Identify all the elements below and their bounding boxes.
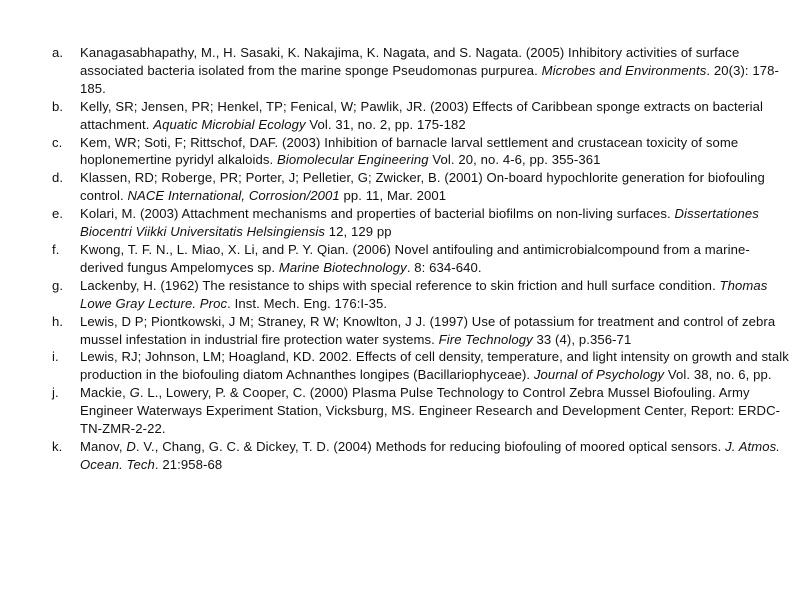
journal-title: Fire Technology [438,331,533,347]
reference-text-part: . L., Lowery, P. & Cooper, C. (2000) Plasma Pulse Technology to Control Zebra Mussel Biofouling. Army Engineer Waterways Experiment Station, Vicksburg, MS. Engineer Research and Development Center, Report: ERDC-TN-ZMR-2-22. [80,385,781,437]
reference-text-part: Klassen, RD; Roberge, PR; Porter, J; Pelletier, G; Zwicker, B. (2001) On-board hypochlorite generation for biofouling control. [80,170,765,204]
reference-text-part: . V., Chang, G. C. & Dickey, T. D. (2004) Methods for reducing biofouling of moored optical sensors. [135,438,726,454]
author-initial: D [126,438,136,454]
reference-text-part: . Inst. Mech. Eng. 176:I-35. [227,295,388,311]
reference-text [80,99,763,132]
reference-list [52,44,792,474]
reference-letter: f. [52,241,60,257]
reference-letter: c. [52,134,63,150]
journal-title: Marine Biotechnology [278,259,407,275]
reference-item [52,169,792,205]
reference-text [80,206,759,239]
reference-text-part: . 20(3): 178-185. [80,62,780,96]
reference-item [52,134,792,170]
reference-text-part: Lewis, D P; Piontkowski, J M; Straney, R W; Knowlton, J J. (1997) Use of potassium for treatment and control of zebra mussel infestation in industrial fire protection water systems. [80,313,776,347]
journal-title: Aquatic Microbial Ecology [153,116,306,132]
reference-item [52,44,792,98]
reference-text-part: Kanagasabhapathy, M., H. Sasaki, K. Nakajima, K. Nagata, and S. Nagata. (2005) Inhibitory activities of surface associated bacteria isolated from the marine sponge Pseudomonas purpurea. [80,45,740,78]
journal-title: Biomolecular Engineering [277,152,429,168]
reference-text-part: Kelly, SR; Jensen, PR; Henkel, TP; Fenical, W; Pawlik, JR. (2003) Effects of Caribbean sponge extracts on bacterial attachment. [80,98,763,132]
reference-letter: k. [52,438,63,454]
reference-text-part: Kem, WR; Soti, F; Rittschof, DAF. (2003) Inhibition of barnacle larval settlement and crustacean toxicity of some hoplonemertine pyridyl alkaloids. [80,134,739,168]
reference-text [80,439,780,472]
reference-text [80,349,789,382]
reference-text-part: 12, 129 pp [325,224,392,240]
reference-text-part: pp. 11, Mar. 2001 [339,188,447,204]
reference-text [80,45,779,96]
reference-text-part: Vol. 38, no. 6, pp. [664,367,772,383]
reference-item [52,313,792,349]
reference-text-part: Vol. 20, no. 4-6, pp. 355-361 [428,152,601,168]
reference-item [52,241,792,277]
author-initial: G [129,385,140,401]
reference-text [80,242,750,275]
reference-text [80,314,775,347]
reference-text [80,170,765,203]
journal-title: Journal of Psychology [533,367,665,383]
reference-letter: g. [52,277,64,293]
reference-text-part: 33 (4), p.356-71 [532,331,632,347]
journal-title: Microbes and Environments [541,62,707,78]
reference-text-part: Manov, [80,438,127,454]
reference-letter: j. [52,385,59,401]
reference-letter: d. [52,170,64,186]
reference-item [52,438,792,474]
reference-text-part: Lewis, RJ; Johnson, LM; Hoagland, KD. 2002. Effects of cell density, temperature, and light intensity on growth and stalk production in the biofouling diatom Achnanthes longipes (Bacillariophyceae). [80,349,789,383]
reference-item [52,98,792,134]
reference-letter: a. [52,45,64,60]
reference-text [80,278,767,311]
reference-text-part: Kwong, T. F. N., L. Miao, X. Li, and P. Y. Qian. (2006) Novel antifouling and antimicrobialcompound from a marine-derived fungus Ampelomyces sp. [80,241,750,275]
reference-text-part: Vol. 31, no. 2, pp. 175-182 [305,116,466,132]
reference-letter: b. [52,98,64,114]
journal-title: J. Atmos. Ocean. Tech [80,438,781,472]
reference-item [52,384,792,438]
reference-text-part: Kolari, M. (2003) Attachment mechanisms and properties of bacterial biofilms on non-living surfaces. [80,206,675,222]
reference-text-part: Lackenby, H. (1962) The resistance to ships with special reference to skin friction and hull surface condition. [80,277,720,293]
reference-item [52,277,792,313]
reference-text-part: Mackie, [80,385,130,401]
reference-item [52,348,792,384]
journal-title: NACE International, Corrosion/2001 [127,188,340,204]
reference-letter: h. [52,313,64,329]
reference-text [80,135,738,168]
journal-title: Thomas Lowe Gray Lecture. Proc [80,277,768,311]
reference-text [80,385,780,436]
reference-text-part: . 21:958-68 [154,456,223,472]
reference-letter: i. [52,349,59,365]
reference-letter: e. [52,206,64,222]
reference-item [52,205,792,241]
journal-title: Dissertationes Biocentri Viikki Universitatis Helsingiensis [80,206,759,240]
reference-text-part: . 8: 634-640. [406,259,482,275]
